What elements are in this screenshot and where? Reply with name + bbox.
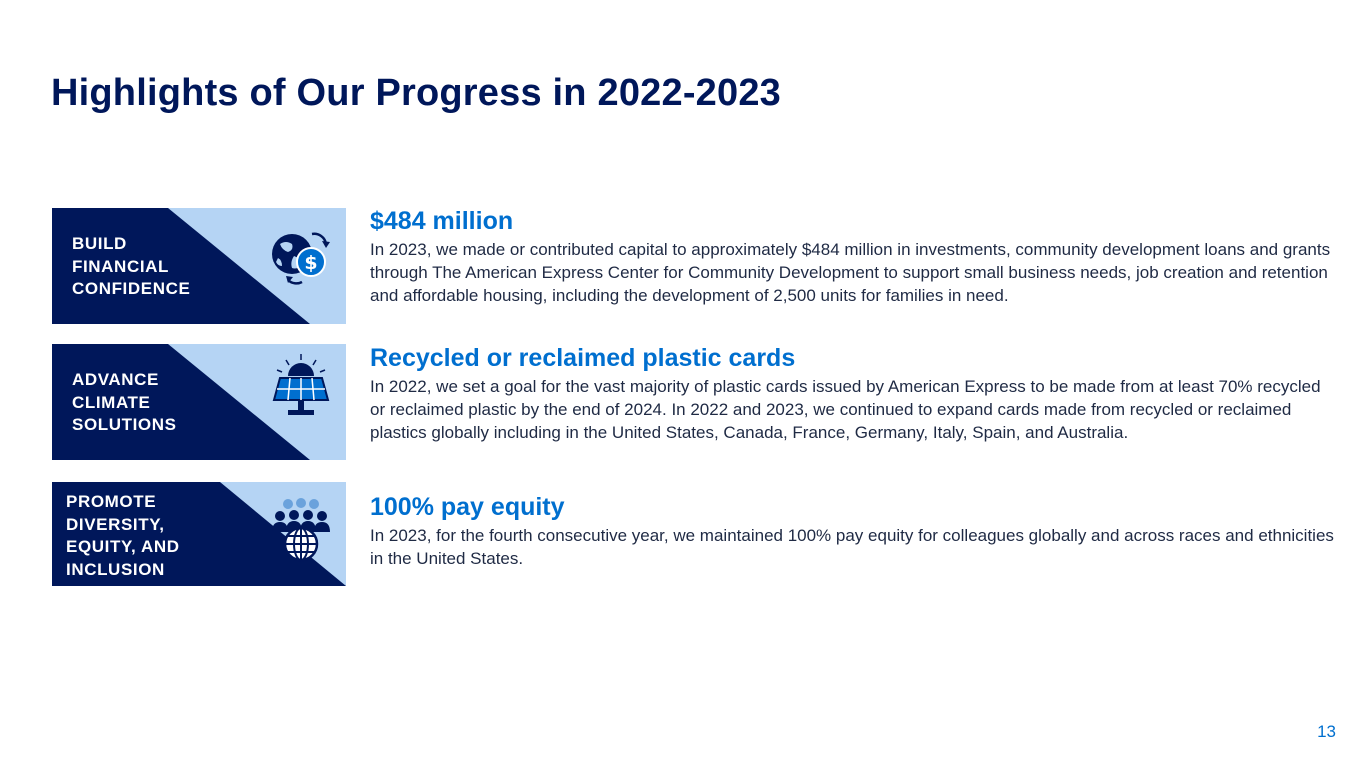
highlight-investment: [370, 206, 1340, 307]
highlight-body: In 2023, for the fourth consecutive year, we maintained 100% pay equity for colleagues globally and across races and ethnicities in the United States.: [370, 526, 1334, 568]
pillar-label: ADVANCE CLIMATE SOLUTIONS: [72, 370, 177, 434]
svg-text:$: $: [304, 252, 318, 274]
highlight-body: In 2022, we set a goal for the vast majority of plastic cards issued by American Express to be made from at least 70% recycled or reclaimed plastic by the end of 2024. In 2022 and 2023, we continued to expand cards made from recycled or reclaimed plastics globally including in the United States, Canada, France, Germany, Italy, Spain, and Australia.: [370, 377, 1321, 442]
highlight-pay-equity: [370, 492, 1340, 570]
highlight-heading: Recycled or reclaimed plastic cards: [370, 344, 796, 372]
pillar-label: BUILD FINANCIAL CONFIDENCE: [72, 234, 191, 298]
highlight-plastic-cards: [370, 343, 1340, 444]
solar-panel-icon: [266, 352, 336, 422]
page-number: 13: [1317, 722, 1336, 741]
highlight-heading: 100% pay equity: [370, 493, 565, 521]
page-title: Highlights of Our Progress in 2022-2023: [51, 72, 782, 114]
pillar-tile-climate-solutions: [52, 344, 346, 460]
pillar-label: PROMOTE DIVERSITY, EQUITY, AND INCLUSION: [66, 492, 180, 579]
people-globe-icon: [266, 496, 336, 566]
pillar-tile-financial-confidence: [52, 208, 346, 324]
highlight-heading: $484 million: [370, 207, 514, 235]
pillar-tile-diversity-equity-inclusion: [52, 482, 346, 586]
highlight-body: In 2023, we made or contributed capital to approximately $484 million in investments, community development loans and grants through The American Express Center for Community Development to support small business needs, job creation and retention and affordable housing, including the development of 2,500 units for families in need.: [370, 240, 1331, 305]
globe-dollar-icon: [266, 220, 336, 290]
